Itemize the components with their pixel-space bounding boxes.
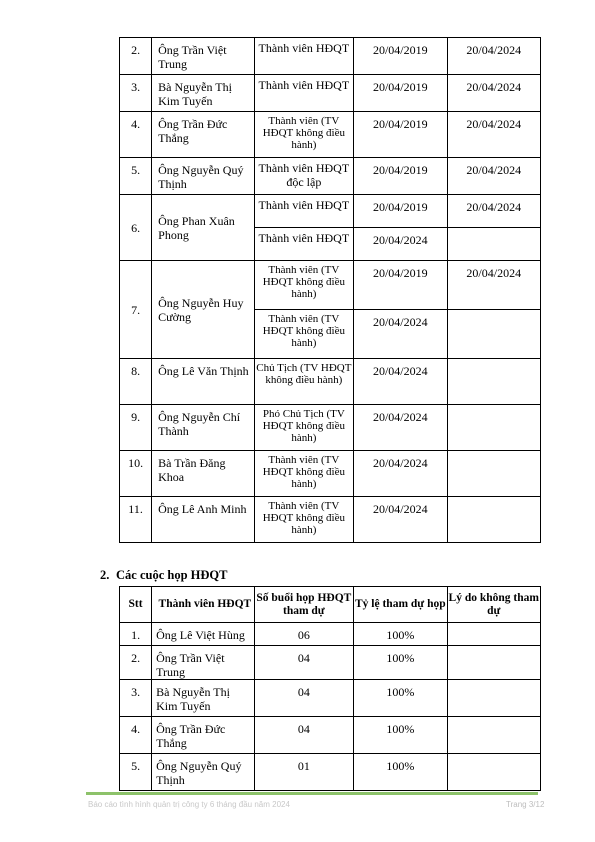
attendance-rate: 100% bbox=[354, 623, 447, 646]
member-name: Bà Nguyễn Thị Kim Tuyến bbox=[152, 75, 254, 112]
row-number: 6. bbox=[120, 195, 152, 261]
member-name: Ông Nguyễn Quý Thịnh bbox=[152, 754, 254, 791]
member-role: Thành viên HĐQT bbox=[254, 75, 353, 112]
member-role: Thành viên (TV HĐQT không điều hành) bbox=[254, 310, 353, 359]
member-name: Ông Lê Anh Minh bbox=[152, 497, 254, 543]
end-date bbox=[447, 405, 540, 451]
start-date: 20/04/2019 bbox=[354, 112, 447, 158]
table-row bbox=[120, 38, 541, 75]
end-date: 20/04/2024 bbox=[447, 195, 540, 228]
end-date bbox=[447, 497, 540, 543]
start-date: 20/04/2019 bbox=[354, 158, 447, 195]
footer-report-title: Báo cáo tình hình quản trị công ty 6 tháng đầu năm 2024 bbox=[88, 800, 290, 809]
row-number: 9. bbox=[120, 405, 152, 451]
section-heading bbox=[100, 568, 227, 583]
table-row bbox=[120, 112, 541, 158]
member-name: Ông Nguyễn Quý Thịnh bbox=[152, 158, 254, 195]
start-date: 20/04/2019 bbox=[354, 38, 447, 75]
row-number: 4. bbox=[120, 112, 152, 158]
sessions-attended: 06 bbox=[254, 623, 353, 646]
row-number: 2. bbox=[120, 38, 152, 75]
attendance-rate: 100% bbox=[354, 646, 447, 680]
member-role: Thành viên HĐQT bbox=[254, 38, 353, 75]
table-row bbox=[120, 497, 541, 543]
board-meetings-table bbox=[119, 586, 541, 791]
board-members-table bbox=[119, 37, 541, 543]
sessions-attended: 04 bbox=[254, 646, 353, 680]
end-date bbox=[447, 228, 540, 261]
member-name: Bà Nguyễn Thị Kim Tuyến bbox=[152, 680, 254, 717]
absence-reason bbox=[447, 680, 540, 717]
row-number: 10. bbox=[120, 451, 152, 497]
member-role: Chủ Tịch (TV HĐQT không điều hành) bbox=[254, 359, 353, 405]
table-row bbox=[120, 158, 541, 195]
start-date: 20/04/2019 bbox=[354, 75, 447, 112]
table-row bbox=[120, 195, 541, 228]
row-number: 7. bbox=[120, 261, 152, 359]
absence-reason bbox=[447, 717, 540, 754]
absence-reason bbox=[447, 623, 540, 646]
end-date bbox=[447, 451, 540, 497]
row-number: 4. bbox=[120, 717, 152, 754]
table-row bbox=[120, 680, 541, 717]
footer-divider bbox=[86, 792, 538, 795]
attendance-rate: 100% bbox=[354, 680, 447, 717]
table-row bbox=[120, 261, 541, 310]
member-name: Ông Trần Đức Thắng bbox=[152, 112, 254, 158]
row-number: 2. bbox=[120, 646, 152, 680]
end-date bbox=[447, 310, 540, 359]
end-date: 20/04/2024 bbox=[447, 261, 540, 310]
member-role: Thành viên HĐQT bbox=[254, 195, 353, 228]
member-name: Ông Trần Đức Thắng bbox=[152, 717, 254, 754]
start-date: 20/04/2024 bbox=[354, 310, 447, 359]
member-name: Ông Trần Việt Trung bbox=[152, 646, 254, 680]
row-number: 3. bbox=[120, 75, 152, 112]
section-number: 2. bbox=[100, 568, 110, 582]
table-header-row bbox=[120, 587, 541, 623]
member-name: Ông Phan Xuân Phong bbox=[152, 195, 254, 261]
start-date: 20/04/2019 bbox=[354, 261, 447, 310]
end-date: 20/04/2024 bbox=[447, 75, 540, 112]
row-number: 3. bbox=[120, 680, 152, 717]
absence-reason bbox=[447, 646, 540, 680]
member-role: Thành viên (TV HĐQT không điều hành) bbox=[254, 112, 353, 158]
header-member: Thành viên HĐQT bbox=[152, 587, 254, 623]
header-stt: Stt bbox=[120, 587, 152, 623]
end-date bbox=[447, 359, 540, 405]
end-date: 20/04/2024 bbox=[447, 112, 540, 158]
table-row bbox=[120, 623, 541, 646]
member-name: Bà Trần Đăng Khoa bbox=[152, 451, 254, 497]
row-number: 1. bbox=[120, 623, 152, 646]
start-date: 20/04/2024 bbox=[354, 497, 447, 543]
table-row bbox=[120, 754, 541, 791]
table-row bbox=[120, 451, 541, 497]
member-role: Thành viên HĐQT bbox=[254, 228, 353, 261]
table-row bbox=[120, 75, 541, 112]
member-role: Thành viên (TV HĐQT không điều hành) bbox=[254, 451, 353, 497]
table-row bbox=[120, 405, 541, 451]
member-role: Thành viên HĐQT độc lập bbox=[254, 158, 353, 195]
member-role: Phó Chủ Tịch (TV HĐQT không điều hành) bbox=[254, 405, 353, 451]
absence-reason bbox=[447, 754, 540, 791]
table-row bbox=[120, 646, 541, 680]
header-reason: Lý do không tham dự bbox=[447, 587, 540, 623]
end-date: 20/04/2024 bbox=[447, 38, 540, 75]
member-name: Ông Lê Việt Hùng bbox=[152, 623, 254, 646]
attendance-rate: 100% bbox=[354, 754, 447, 791]
sessions-attended: 01 bbox=[254, 754, 353, 791]
member-role: Thành viên (TV HĐQT không điều hành) bbox=[254, 261, 353, 310]
start-date: 20/04/2019 bbox=[354, 195, 447, 228]
member-name: Ông Nguyễn Chí Thành bbox=[152, 405, 254, 451]
sessions-attended: 04 bbox=[254, 717, 353, 754]
row-number: 5. bbox=[120, 754, 152, 791]
header-sessions: Số buổi họp HĐQT tham dự bbox=[254, 587, 353, 623]
table-row bbox=[120, 717, 541, 754]
section-title: Các cuộc họp HĐQT bbox=[116, 568, 228, 582]
member-name: Ông Nguyễn Huy Cường bbox=[152, 261, 254, 359]
member-name: Ông Lê Văn Thịnh bbox=[152, 359, 254, 405]
header-rate: Tỷ lệ tham dự họp bbox=[354, 587, 447, 623]
attendance-rate: 100% bbox=[354, 717, 447, 754]
row-number: 5. bbox=[120, 158, 152, 195]
row-number: 11. bbox=[120, 497, 152, 543]
member-role: Thành viên (TV HĐQT không điều hành) bbox=[254, 497, 353, 543]
table-row bbox=[120, 359, 541, 405]
sessions-attended: 04 bbox=[254, 680, 353, 717]
start-date: 20/04/2024 bbox=[354, 451, 447, 497]
start-date: 20/04/2024 bbox=[354, 228, 447, 261]
start-date: 20/04/2024 bbox=[354, 359, 447, 405]
start-date: 20/04/2024 bbox=[354, 405, 447, 451]
end-date: 20/04/2024 bbox=[447, 158, 540, 195]
footer-page-number: Trang 3/12 bbox=[506, 800, 545, 809]
member-name: Ông Trần Việt Trung bbox=[152, 38, 254, 75]
row-number: 8. bbox=[120, 359, 152, 405]
